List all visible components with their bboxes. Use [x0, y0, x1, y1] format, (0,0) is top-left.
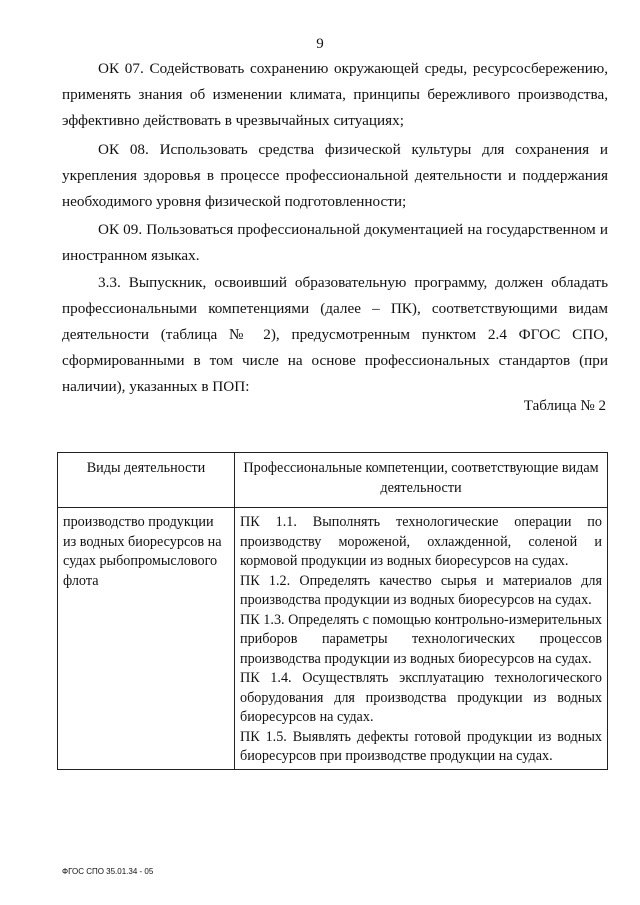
footer-doc-code: ФГОС СПО 35.01.34 - 05	[62, 867, 154, 876]
paragraph-ok-07: ОК 07. Содействовать сохранению окружающей среды, ресурсосбережению, применять знания об изменении климата, принципы бережливого производства, эффективно действовать в чрезвычайных ситуациях;	[62, 60, 608, 129]
table-header-row	[58, 453, 608, 508]
competency-pk-1-1: ПК 1.1. Выполнять технологические операции по производству мороженой, охлажденной, соленой и кормовой продукции из водных биоресурсов на судах.	[240, 514, 602, 569]
competency-pk-1-2: ПК 1.2. Определять качество сырья и материалов для производства продукции из водных биоресурсов на судах.	[240, 572, 602, 608]
competency-pk-1-4: ПК 1.4. Осуществлять эксплуатацию технологического оборудования для производства продукции из водных биоресурсов на судах.	[240, 670, 602, 725]
competency-pk-1-3: ПК 1.3. Определять с помощью контрольно-измерительных приборов параметры технологических процессов производства продукции из водных биоресурсов на судах.	[240, 611, 602, 667]
header-activities: Виды деятельности	[58, 453, 235, 508]
table-row	[58, 508, 608, 770]
paragraph-ok-09: ОК 09. Пользоваться профессиональной документацией на государственном и иностранном языках.	[62, 221, 608, 264]
activity-cell: производство продукции из водных биоресурсов на судах рыбопромыслового флота	[58, 508, 235, 770]
paragraph-ok-08: ОК 08. Использовать средства физической культуры для сохранения и укрепления здоровья в процессе профессиональной деятельности и поддержания необходимого уровня физической подготовленности;	[62, 141, 608, 210]
table-caption: Таблица № 2	[523, 398, 606, 414]
paragraph-3-3: 3.3. Выпускник, освоивший образовательную программу, должен обладать профессиональными компетенциями (далее – ПК), соответствующими видам деятельности (таблица № 2), предусмотренным пунктом 2.4 ФГОС СПО, сформированными в том числе на основе профессиональных стандартов (при наличии), указанных в ПОП:	[62, 274, 608, 395]
header-competencies: Профессиональные компетенции, соответствующие видам деятельности	[235, 453, 608, 508]
competency-pk-1-5: ПК 1.5. Выявлять дефекты готовой продукции из водных биоресурсов при производстве продукции на судах.	[240, 728, 602, 764]
page-number: 9	[316, 36, 324, 52]
competencies-table	[57, 452, 608, 770]
competencies-cell	[235, 508, 608, 770]
